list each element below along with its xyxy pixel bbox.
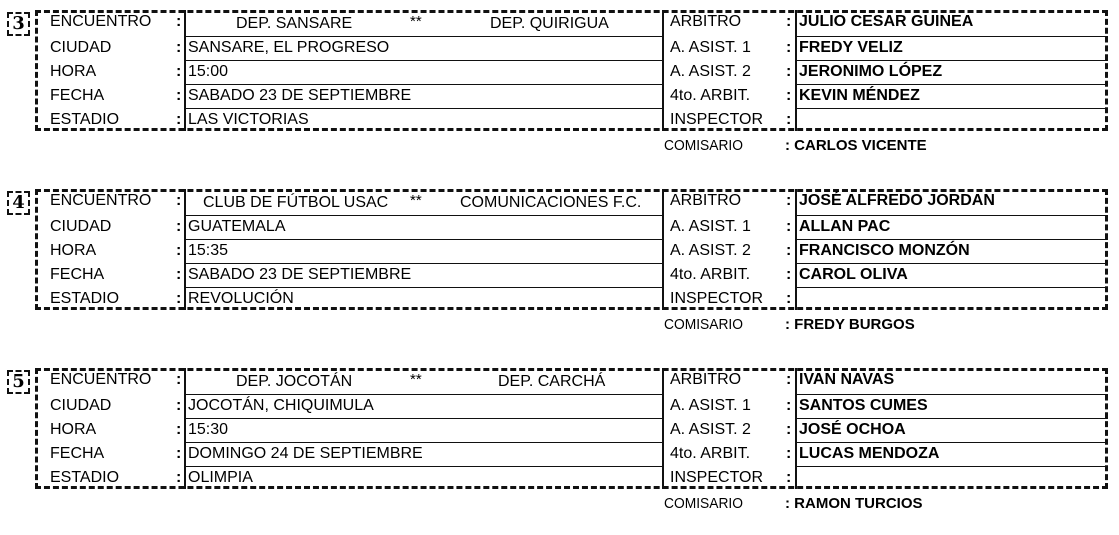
hora-label: HORA	[50, 242, 97, 259]
home-team: DEP. SANSARE	[236, 15, 353, 32]
colon: :	[176, 63, 182, 80]
colon: :	[786, 397, 792, 414]
match-number: 5	[7, 370, 30, 394]
asist2-label: A. ASIST. 2	[670, 242, 751, 259]
colon: :	[176, 397, 182, 414]
fecha-label: FECHA	[50, 445, 105, 462]
asist1-label: A. ASIST. 1	[670, 397, 751, 414]
row-rule	[797, 108, 1108, 109]
divider	[662, 10, 664, 131]
hora-value: 15:30	[188, 421, 229, 438]
comisario-value: : CARLOS VICENTE	[785, 137, 927, 154]
asist1-value: FREDY VELIZ	[799, 39, 903, 56]
row-rule	[797, 466, 1108, 467]
inspector-label: INSPECTOR	[670, 111, 764, 128]
divider	[184, 10, 186, 131]
row-rule	[797, 60, 1108, 61]
colon: :	[176, 111, 182, 128]
asist1-label: A. ASIST. 1	[670, 218, 751, 235]
versus-marker: **	[410, 13, 422, 30]
row-rule	[797, 287, 1108, 288]
inspector-label: INSPECTOR	[670, 290, 764, 307]
divider	[662, 368, 664, 489]
row-rule	[797, 418, 1108, 419]
estadio-value: LAS VICTORIAS	[188, 111, 309, 128]
colon: :	[786, 371, 792, 388]
row-rule	[797, 263, 1108, 264]
row-rule	[797, 394, 1108, 395]
row-rule	[186, 215, 662, 216]
colon: :	[176, 290, 182, 307]
divider	[795, 368, 797, 489]
comisario-label: COMISARIO	[664, 495, 743, 512]
ciudad-value: SANSARE, EL PROGRESO	[188, 39, 390, 56]
home-team: DEP. JOCOTÁN	[236, 373, 353, 390]
colon: :	[176, 39, 182, 56]
colon: :	[176, 469, 182, 486]
ciudad-label: CIUDAD	[50, 218, 112, 235]
asist1-value: SANTOS CUMES	[799, 397, 928, 414]
match-block	[0, 0, 1119, 177]
colon: :	[176, 192, 182, 209]
colon: :	[786, 87, 792, 104]
divider	[795, 10, 797, 131]
row-rule	[186, 60, 662, 61]
arbitro-value: IVAN NAVAS	[799, 371, 895, 388]
encuentro-label: ENCUENTRO	[50, 13, 152, 30]
hora-value: 15:35	[188, 242, 229, 259]
fecha-value: SABADO 23 DE SEPTIEMBRE	[188, 266, 412, 283]
encuentro-label: ENCUENTRO	[50, 371, 152, 388]
cuarto-label: 4to. ARBIT.	[670, 445, 751, 462]
row-rule	[797, 84, 1108, 85]
arbitro-value: JOSÉ ALFREDO JORDAN	[799, 192, 995, 209]
asist2-value: JERONIMO LÓPEZ	[799, 63, 943, 80]
comisario-label: COMISARIO	[664, 316, 743, 333]
hora-value: 15:00	[188, 63, 229, 80]
cuarto-label: 4to. ARBIT.	[670, 266, 751, 283]
hora-label: HORA	[50, 63, 97, 80]
row-rule	[186, 418, 662, 419]
arbitro-label: ARBITRO	[670, 13, 742, 30]
arbitro-label: ARBITRO	[670, 192, 742, 209]
estadio-value: OLIMPIA	[188, 469, 253, 486]
versus-marker: **	[410, 371, 422, 388]
ciudad-label: CIUDAD	[50, 39, 112, 56]
colon: :	[176, 266, 182, 283]
asist1-value: ALLAN PAC	[799, 218, 891, 235]
colon: :	[786, 445, 792, 462]
colon: :	[176, 445, 182, 462]
row-rule	[797, 239, 1108, 240]
match-block	[0, 179, 1119, 356]
away-team: DEP. QUIRIGUA	[490, 15, 609, 32]
colon: :	[786, 13, 792, 30]
divider	[795, 189, 797, 310]
row-rule	[186, 394, 662, 395]
row-rule	[186, 442, 662, 443]
cuarto-label: 4to. ARBIT.	[670, 87, 751, 104]
arbitro-label: ARBITRO	[670, 371, 742, 388]
fecha-value: DOMINGO 24 DE SEPTIEMBRE	[188, 445, 423, 462]
colon: :	[786, 218, 792, 235]
divider	[184, 189, 186, 310]
match-number: 3	[7, 12, 30, 36]
estadio-label: ESTADIO	[50, 111, 120, 128]
asist2-value: JOSÉ OCHOA	[799, 421, 906, 438]
colon: :	[786, 192, 792, 209]
row-rule	[186, 36, 662, 37]
estadio-label: ESTADIO	[50, 469, 120, 486]
colon: :	[786, 63, 792, 80]
colon: :	[176, 218, 182, 235]
row-rule	[186, 84, 662, 85]
hora-label: HORA	[50, 421, 97, 438]
row-rule	[186, 108, 662, 109]
row-rule	[186, 263, 662, 264]
colon: :	[786, 469, 792, 486]
colon: :	[786, 290, 792, 307]
cuarto-value: KEVIN MÉNDEZ	[799, 87, 920, 104]
colon: :	[176, 421, 182, 438]
row-rule	[186, 466, 662, 467]
cuarto-value: LUCAS MENDOZA	[799, 445, 940, 462]
away-team: DEP. CARCHÁ	[498, 373, 606, 390]
fecha-value: SABADO 23 DE SEPTIEMBRE	[188, 87, 412, 104]
fecha-label: FECHA	[50, 87, 105, 104]
asist2-value: FRANCISCO MONZÓN	[799, 242, 970, 259]
encuentro-label: ENCUENTRO	[50, 192, 152, 209]
colon: :	[786, 421, 792, 438]
asist1-label: A. ASIST. 1	[670, 39, 751, 56]
row-rule	[186, 287, 662, 288]
comisario-value: : RAMON TURCIOS	[785, 495, 923, 512]
colon: :	[786, 39, 792, 56]
ciudad-label: CIUDAD	[50, 397, 112, 414]
comisario-label: COMISARIO	[664, 137, 743, 154]
divider	[662, 189, 664, 310]
match-number: 4	[7, 191, 30, 215]
ciudad-value: GUATEMALA	[188, 218, 286, 235]
colon: :	[176, 371, 182, 388]
versus-marker: **	[410, 192, 422, 209]
estadio-label: ESTADIO	[50, 290, 120, 307]
row-rule	[797, 215, 1108, 216]
row-rule	[797, 36, 1108, 37]
ciudad-value: JOCOTÁN, CHIQUIMULA	[188, 397, 374, 414]
arbitro-value: JULIO CESAR GUINEA	[799, 13, 974, 30]
colon: :	[176, 242, 182, 259]
cuarto-value: CAROL OLIVA	[799, 266, 908, 283]
fecha-label: FECHA	[50, 266, 105, 283]
home-team: CLUB DE FÚTBOL USAC	[203, 194, 389, 211]
row-rule	[186, 239, 662, 240]
colon: :	[176, 87, 182, 104]
comisario-value: : FREDY BURGOS	[785, 316, 915, 333]
row-rule	[797, 442, 1108, 443]
colon: :	[786, 266, 792, 283]
match-block	[0, 358, 1119, 535]
colon: :	[786, 242, 792, 259]
divider	[184, 368, 186, 489]
asist2-label: A. ASIST. 2	[670, 63, 751, 80]
inspector-label: INSPECTOR	[670, 469, 764, 486]
estadio-value: REVOLUCIÓN	[188, 290, 294, 307]
colon: :	[786, 111, 792, 128]
colon: :	[176, 13, 182, 30]
asist2-label: A. ASIST. 2	[670, 421, 751, 438]
away-team: COMUNICACIONES F.C.	[460, 194, 642, 211]
